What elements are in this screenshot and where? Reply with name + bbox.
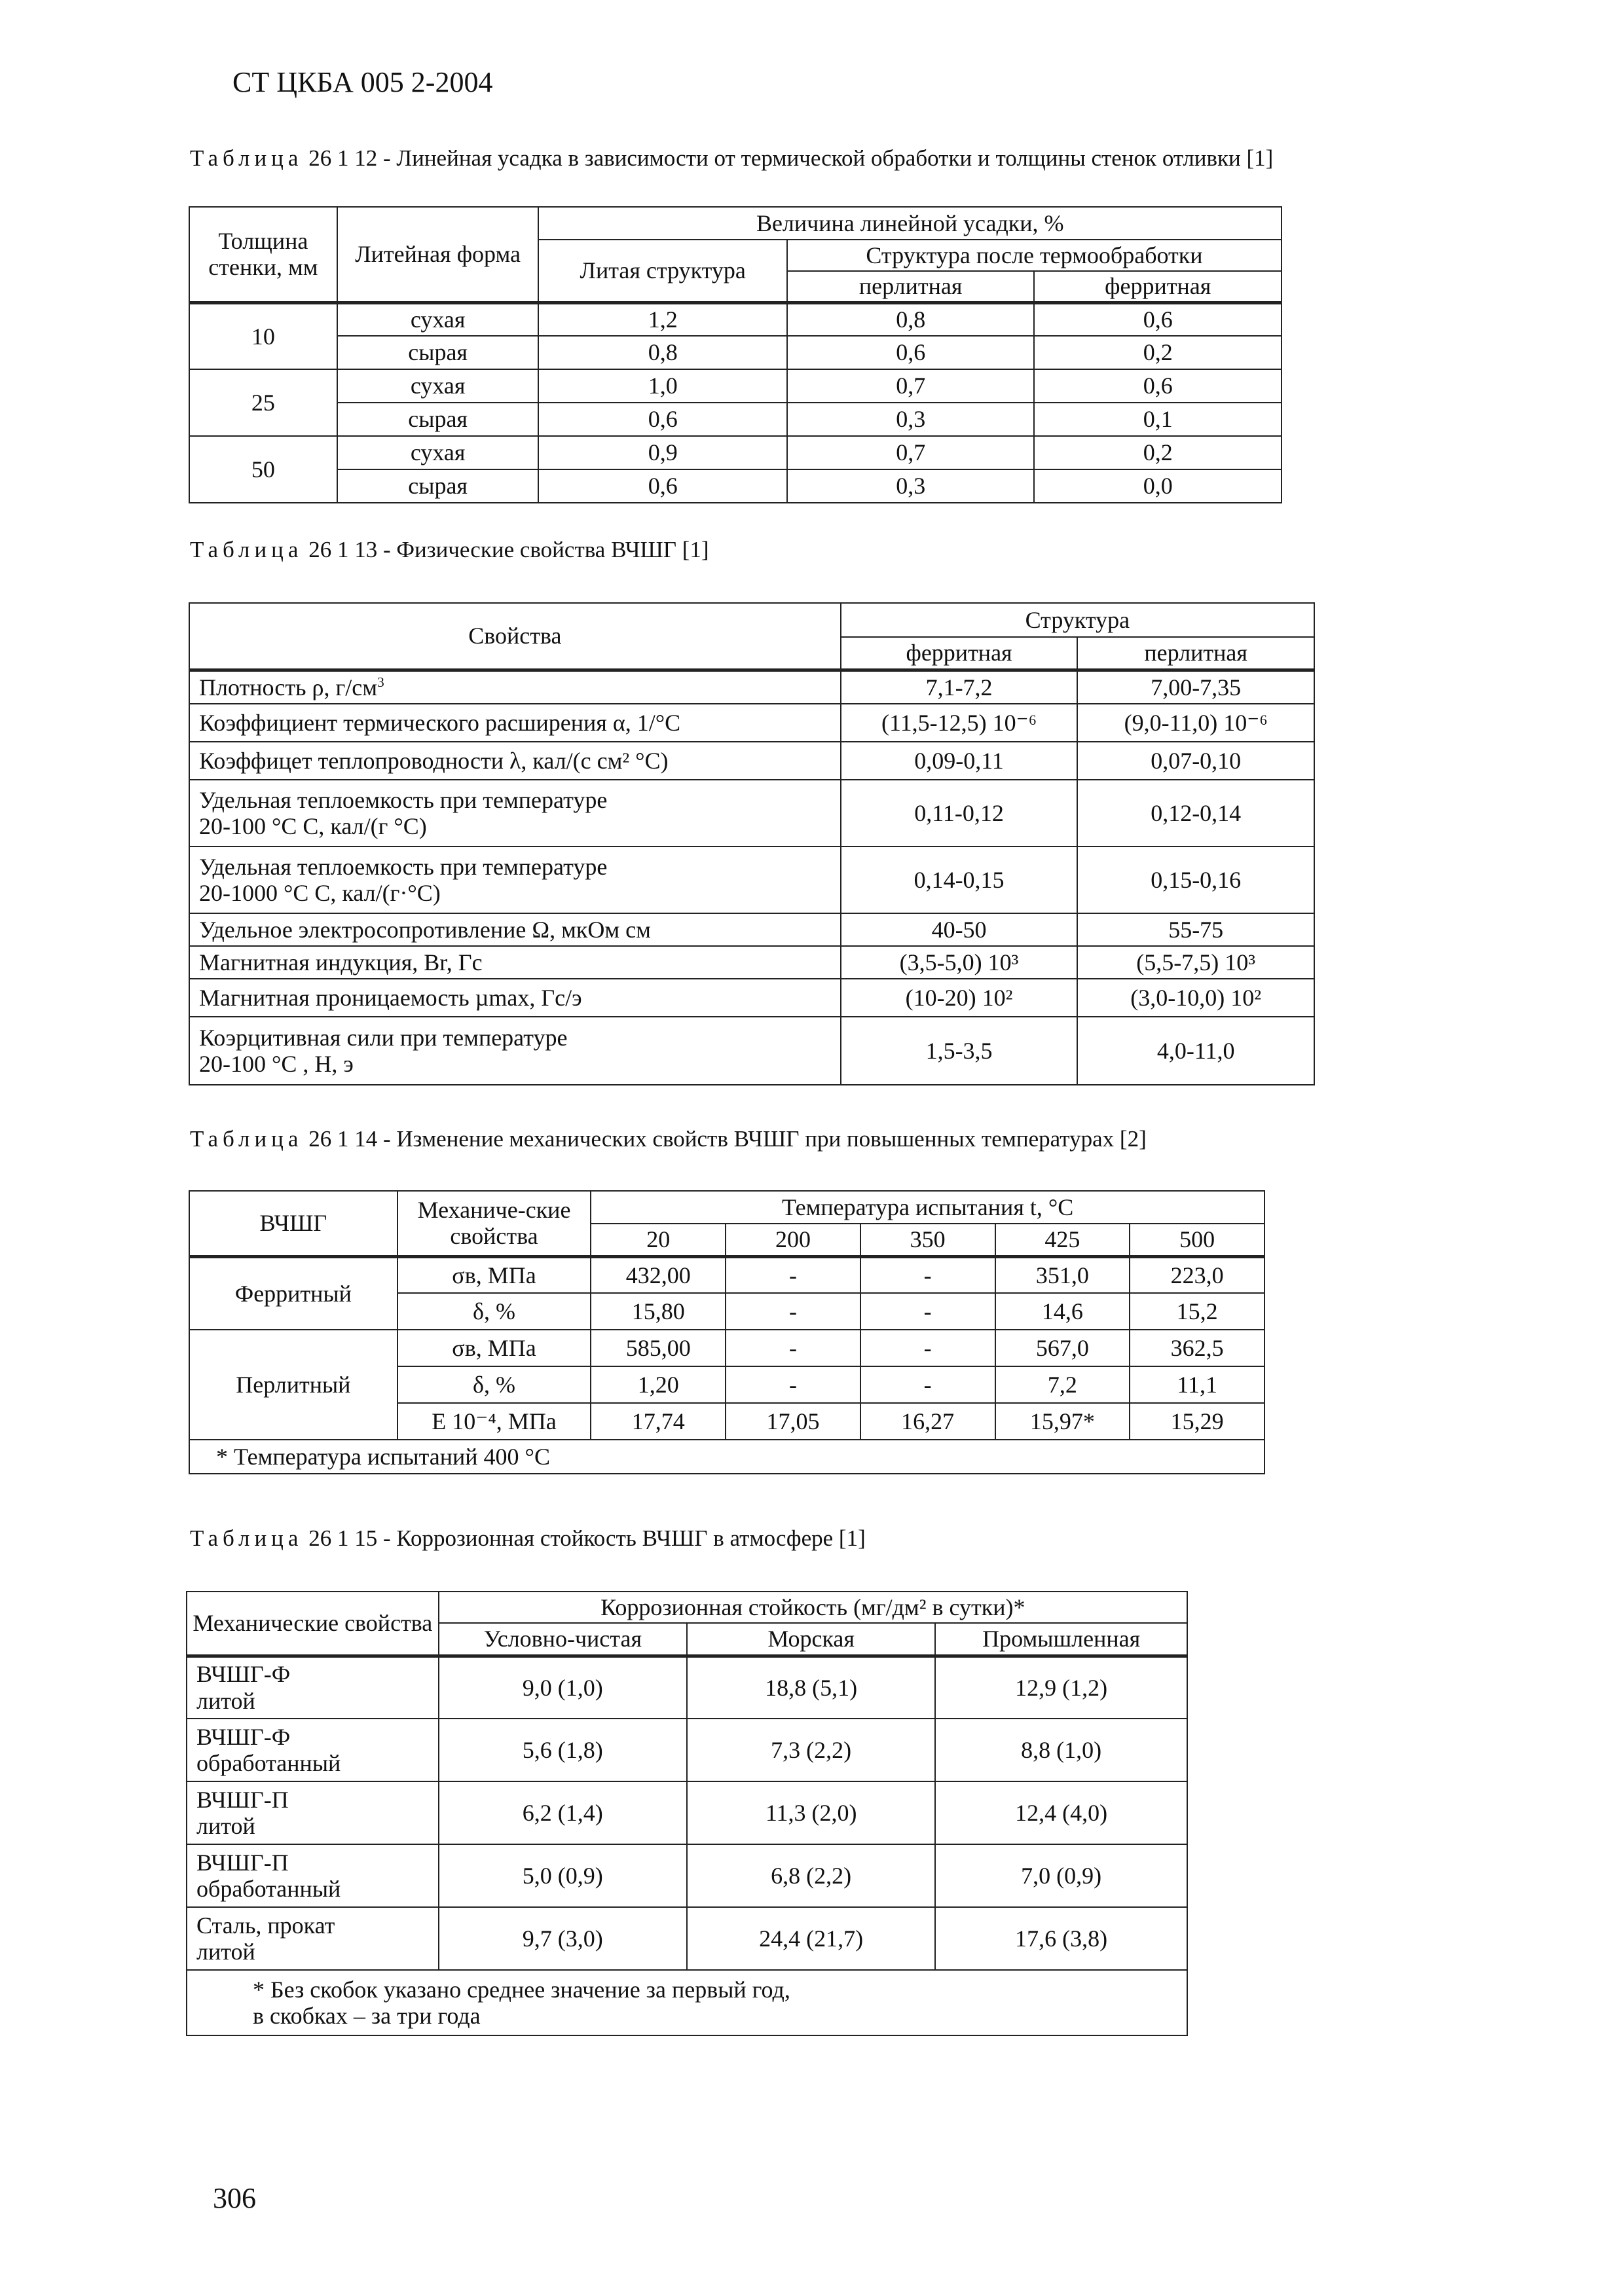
table-14 [189, 1190, 1265, 1474]
cell-value: (3,5-5,0) 10³ [841, 946, 1078, 979]
cell-value: 11,3 (2,0) [687, 1781, 935, 1844]
cell-property: δ, % [397, 1293, 591, 1330]
caption-number: 26 1 12 [308, 145, 378, 171]
cell-value: 0,14-0,15 [841, 847, 1078, 913]
cell-value: 0,2 [1034, 436, 1282, 469]
col-after-header: Структура после термообработки [787, 240, 1282, 271]
cell-value: 15,29 [1130, 1403, 1264, 1440]
cell-value: 1,0 [538, 369, 786, 403]
cell-value: 0,8 [538, 336, 786, 369]
table-15-caption [190, 1525, 866, 1552]
cell-material: ВЧШГ-П обработанный [187, 1844, 439, 1907]
cell-value: 0,07-0,10 [1077, 742, 1314, 780]
cell-value: 17,6 (3,8) [935, 1907, 1187, 1970]
col-temp-350: 350 [860, 1224, 995, 1256]
cell-material: Сталь, прокат литой [187, 1907, 439, 1970]
cell-value: 1,2 [538, 302, 786, 336]
cell-value: (9,0-11,0) 10⁻⁶ [1077, 704, 1314, 742]
table-13-caption [190, 537, 709, 563]
cell-value: 16,27 [860, 1403, 995, 1440]
cell-property: Магнитная индукция, Вr, Гс [189, 946, 841, 979]
cell-property: Плотность ρ, $г/см^3$ [189, 670, 841, 704]
caption-text: - Линейная усадка в зависимости от термической обработки и толщины стенок отливки [1] [382, 145, 1274, 171]
caption-word: Таблица [190, 537, 303, 562]
caption-number: 26 1 13 [308, 537, 378, 562]
cell-value: 0,12-0,14 [1077, 780, 1314, 847]
caption-word: Таблица [190, 145, 303, 171]
cell-value: - [860, 1256, 995, 1293]
cell-value: 9,0 (1,0) [439, 1656, 687, 1719]
cell-form: сырая [337, 403, 539, 436]
cell-value: 12,4 (4,0) [935, 1781, 1187, 1844]
document-header: СТ ЦКБА 005 2-2004 [232, 66, 493, 98]
cell-value: 6,8 (2,2) [687, 1844, 935, 1907]
cell-value: 0,6 [538, 403, 786, 436]
cell-property: δ, % [397, 1366, 591, 1403]
cell-property: Удельная теплоемкость при температуре 20-1000 °С С, кал/(г·°С) [189, 847, 841, 913]
cell-value: 8,8 (1,0) [935, 1719, 1187, 1781]
col-industrial-header: Промышленная [935, 1623, 1187, 1656]
cell-value: 0,11-0,12 [841, 780, 1078, 847]
cell-value: 7,3 (2,2) [687, 1719, 935, 1781]
cell-value: 0,3 [787, 403, 1035, 436]
col-shrinkage-header: Величина линейной усадки, % [538, 207, 1282, 240]
cell-value: 15,80 [591, 1293, 726, 1330]
cell-value: 7,1-7,2 [841, 670, 1078, 704]
col-pearlite-header: перлитная [1077, 637, 1314, 670]
table-12-caption [190, 145, 1273, 172]
col-form-header: Литейная форма [337, 207, 539, 302]
col-temperature-header: Температура испытания t, °С [591, 1191, 1264, 1224]
cell-property: Удельная теплоемкость при температуре 20-100 °С С, кал/(г °С) [189, 780, 841, 847]
cell-value: 0,3 [787, 469, 1035, 503]
col-temp-425: 425 [995, 1224, 1130, 1256]
cell-value: (11,5-12,5) 10⁻⁶ [841, 704, 1078, 742]
cell-thickness: 25 [189, 369, 337, 436]
cell-value: 12,9 (1,2) [935, 1656, 1187, 1719]
table-15 [186, 1591, 1188, 2036]
cell-value: 585,00 [591, 1330, 726, 1366]
table-12 [189, 206, 1282, 503]
cell-value: - [860, 1366, 995, 1403]
cell-value: 0,6 [1034, 302, 1282, 336]
cell-value: - [726, 1293, 860, 1330]
cell-material: ВЧШГ-Ф обработанный [187, 1719, 439, 1781]
cell-thickness: 10 [189, 302, 337, 369]
cell-value: 0,8 [787, 302, 1035, 336]
cell-value: 0,6 [538, 469, 786, 503]
cell-value: - [860, 1293, 995, 1330]
cell-value: - [860, 1330, 995, 1366]
col-temp-200: 200 [726, 1224, 860, 1256]
cell-value: 0,09-0,11 [841, 742, 1078, 780]
cell-value: 1,5-3,5 [841, 1017, 1078, 1085]
col-pearlite-header: перлитная [787, 271, 1035, 302]
cell-value: 40-50 [841, 913, 1078, 946]
cell-value: 0,7 [787, 436, 1035, 469]
caption-number: 26 1 15 [308, 1525, 378, 1551]
table-14-caption [190, 1126, 1147, 1152]
cell-value: 18,8 (5,1) [687, 1656, 935, 1719]
cell-value: - [726, 1256, 860, 1293]
cell-form: сырая [337, 336, 539, 369]
cell-value: 351,0 [995, 1256, 1130, 1293]
col-ferrite-header: ферритная [841, 637, 1078, 670]
cell-value: 24,4 (21,7) [687, 1907, 935, 1970]
table-13 [189, 602, 1315, 1085]
cell-value: 9,7 (3,0) [439, 1907, 687, 1970]
caption-text: - Физические свойства ВЧШГ [1] [382, 537, 709, 562]
col-structure-header: Структура [841, 603, 1314, 637]
cell-value: 223,0 [1130, 1256, 1264, 1293]
cell-value: 55-75 [1077, 913, 1314, 946]
group-ferritic: Ферритный [189, 1256, 397, 1330]
cell-value: 432,00 [591, 1256, 726, 1293]
cell-value: 17,05 [726, 1403, 860, 1440]
col-thickness-header: Толщина стенки, мм [189, 207, 337, 302]
cell-material: ВЧШГ-П литой [187, 1781, 439, 1844]
cell-value: 6,2 (1,4) [439, 1781, 687, 1844]
cell-property: σв, МПа [397, 1330, 591, 1366]
cell-value: - [726, 1330, 860, 1366]
cell-value: 7,00-7,35 [1077, 670, 1314, 704]
group-pearlitic: Перлитный [189, 1330, 397, 1440]
cell-value: 14,6 [995, 1293, 1130, 1330]
col-clean-header: Условно-чистая [439, 1623, 687, 1656]
caption-text: - Изменение механических свойств ВЧШГ при повышенных температурах [2] [382, 1126, 1147, 1152]
cell-value: 1,20 [591, 1366, 726, 1403]
cell-value: - [726, 1366, 860, 1403]
cell-property: Удельное электросопротивление Ω, мкОм см [189, 913, 841, 946]
cell-form: сухая [337, 436, 539, 469]
col-ferrite-header: ферритная [1034, 271, 1282, 302]
cell-thickness: 50 [189, 436, 337, 503]
cell-value: 7,0 (0,9) [935, 1844, 1187, 1907]
cell-value: 15,2 [1130, 1293, 1264, 1330]
cell-property: Коэрцитивная сили при температуре 20-100 °С , Н, э [189, 1017, 841, 1085]
page-number: 306 [213, 2182, 256, 2214]
cell-value: 0,6 [787, 336, 1035, 369]
cell-property: Коэффицет теплопроводности λ, кал/(с см² °С) [189, 742, 841, 780]
col-marine-header: Морская [687, 1623, 935, 1656]
col-temp-20: 20 [591, 1224, 726, 1256]
col-corrosion-header: Коррозионная стойкость (мг/дм² в сутки)* [439, 1592, 1187, 1623]
cell-value: 17,74 [591, 1403, 726, 1440]
cell-value: 362,5 [1130, 1330, 1264, 1366]
cell-value: (3,0-10,0) 10² [1077, 979, 1314, 1017]
table-15-footnote: * Без скобок указано среднее значение за первый год, в скобках – за три года [187, 1970, 1187, 2035]
cell-value: 0,7 [787, 369, 1035, 403]
cell-value: 15,97* [995, 1403, 1130, 1440]
cell-value: 7,2 [995, 1366, 1130, 1403]
col-mech-header: Механиче-ские свойства [397, 1191, 591, 1256]
cell-value: 0,2 [1034, 336, 1282, 369]
caption-word: Таблица [190, 1525, 303, 1551]
cell-material: ВЧШГ-Ф литой [187, 1656, 439, 1719]
cell-form: сухая [337, 302, 539, 336]
cell-property: Коэффициент термического расширения α, 1/°С [189, 704, 841, 742]
col-temp-500: 500 [1130, 1224, 1264, 1256]
col-material-header: Механические свойства [187, 1592, 439, 1656]
cell-value: (10-20) 10² [841, 979, 1078, 1017]
cell-value: 0,6 [1034, 369, 1282, 403]
caption-number: 26 1 14 [308, 1126, 378, 1152]
caption-text: - Коррозионная стойкость ВЧШГ в атмосфере [1] [382, 1525, 866, 1551]
cell-property: E 10⁻⁴, МПа [397, 1403, 591, 1440]
col-property-header: Свойства [189, 603, 841, 670]
caption-word: Таблица [190, 1126, 303, 1152]
cell-value: 4,0-11,0 [1077, 1017, 1314, 1085]
cell-value: (5,5-7,5) 10³ [1077, 946, 1314, 979]
cell-value: 11,1 [1130, 1366, 1264, 1403]
cell-property: Магнитная проницаемость µmax, Гс/э [189, 979, 841, 1017]
cell-property: σв, МПа [397, 1256, 591, 1293]
cell-value: 5,0 (0,9) [439, 1844, 687, 1907]
col-cast-header: Литая структура [538, 240, 786, 302]
cell-value: 567,0 [995, 1330, 1130, 1366]
table-14-footnote: * Температура испытаний 400 °С [189, 1440, 1264, 1474]
cell-value: 0,9 [538, 436, 786, 469]
cell-value: 0,0 [1034, 469, 1282, 503]
cell-value: 0,1 [1034, 403, 1282, 436]
cell-value: 5,6 (1,8) [439, 1719, 687, 1781]
cell-form: сухая [337, 369, 539, 403]
cell-form: сырая [337, 469, 539, 503]
col-iron-header: ВЧШГ [189, 1191, 397, 1256]
cell-value: 0,15-0,16 [1077, 847, 1314, 913]
